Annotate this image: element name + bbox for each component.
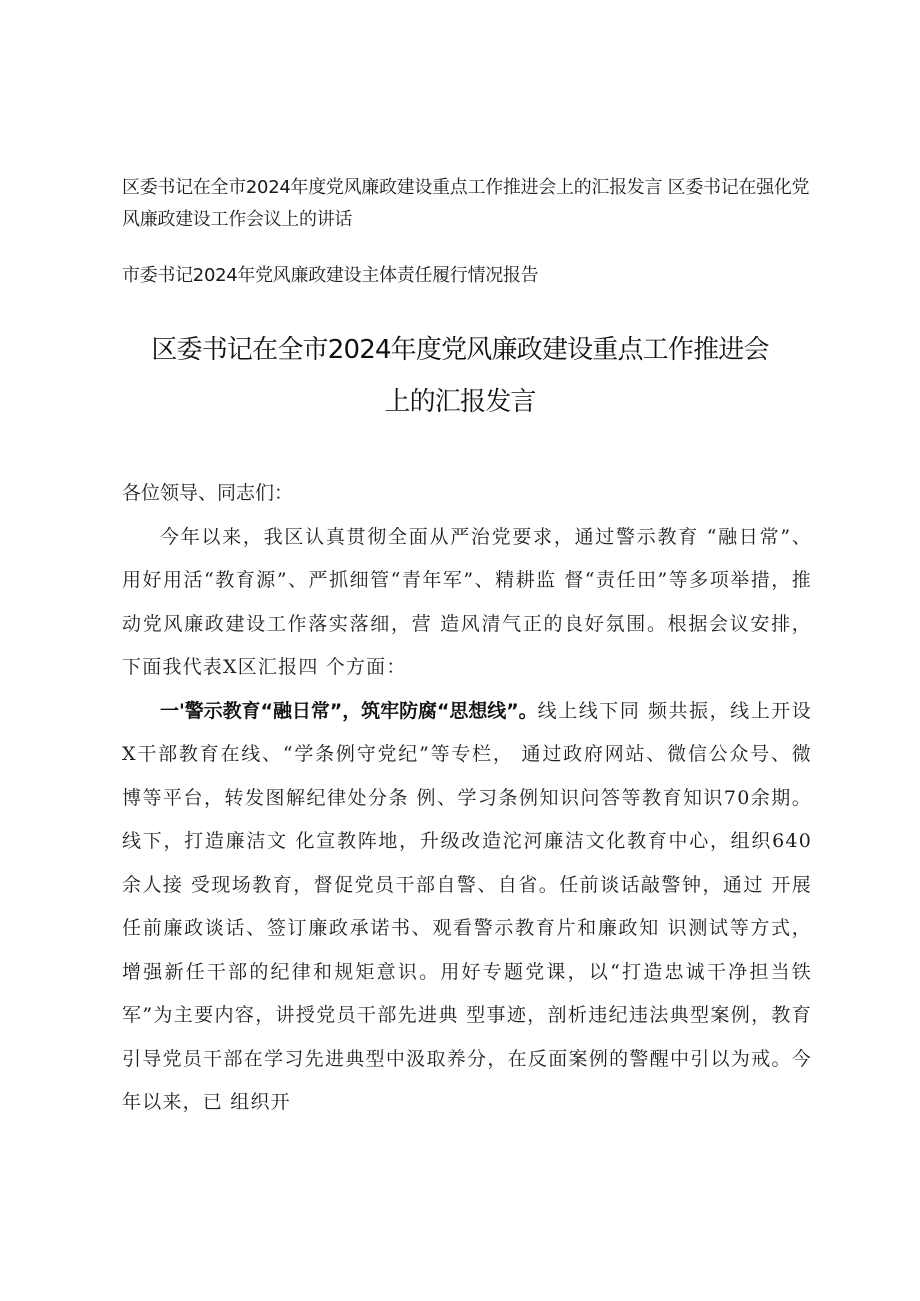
- toc-entry-2: 市委书记2024年党风廉政建设主体责任履行情况报告: [122, 265, 539, 286]
- salutation: 各位领导、同志们：: [122, 482, 294, 504]
- title-line-2: 上的汇报发言: [384, 387, 536, 417]
- section-1-paragraph: [122, 690, 812, 1125]
- toc-entry-1: 区委书记在全市2024年度党风廉政建设重点工作推进会上的汇报发言 区委书记在强化党风廉政建设工作会议上的讲话: [122, 177, 810, 230]
- section-1-body: 线上线下同 频共振，线上开设X干部教育在线、“学条例守党纪”等专栏， 通过政府网站、微信公众号、微博等平台，转发图解纪律处分条 例、学习条例知识问答等教育知识70余期。线下，打造廉洁文 化宣教阵地，升级改造沱河廉洁文化教育中心，组织640余人接 受现场教育，督促党员干部自警、自省。任前谈话敲警钟，通过 开展任前廉政谈话、签订廉政承诺书、观看警示教育片和廉政知 识测试等方式，增强新任干部的纪律和规矩意识。用好专题党课，以“打造忠诚干净担当铁军”为主要内容，讲授党员干部先进典 型事迹，剖析违纪违法典型案例，教育引导党员干部在学习先进典型中汲取养分，在反面案例的警醒中引以为戒。今年以来，已 组织开: [122, 699, 813, 1113]
- document-body: [122, 472, 812, 1125]
- intro-paragraph: 今年以来，我区认真贯彻全面从严治党要求，通过警示教育 “融日常”、用好用活“教育源”、严抓细管“青年军”、精耕监 督“责任田”等多项举措，推动党风廉政建设工作落实落细，营 造风清气正的良好氛围。根据会议安排，下面我代表X区汇报四 个方面：: [122, 525, 812, 678]
- section-1-heading: 一'警示教育“融日常”，筑牢防腐“思想线”。: [160, 699, 538, 722]
- title-line-1: 区委书记在全市2024年度党风廉政建设重点工作推进会: [151, 335, 769, 365]
- document-title: [120, 324, 800, 428]
